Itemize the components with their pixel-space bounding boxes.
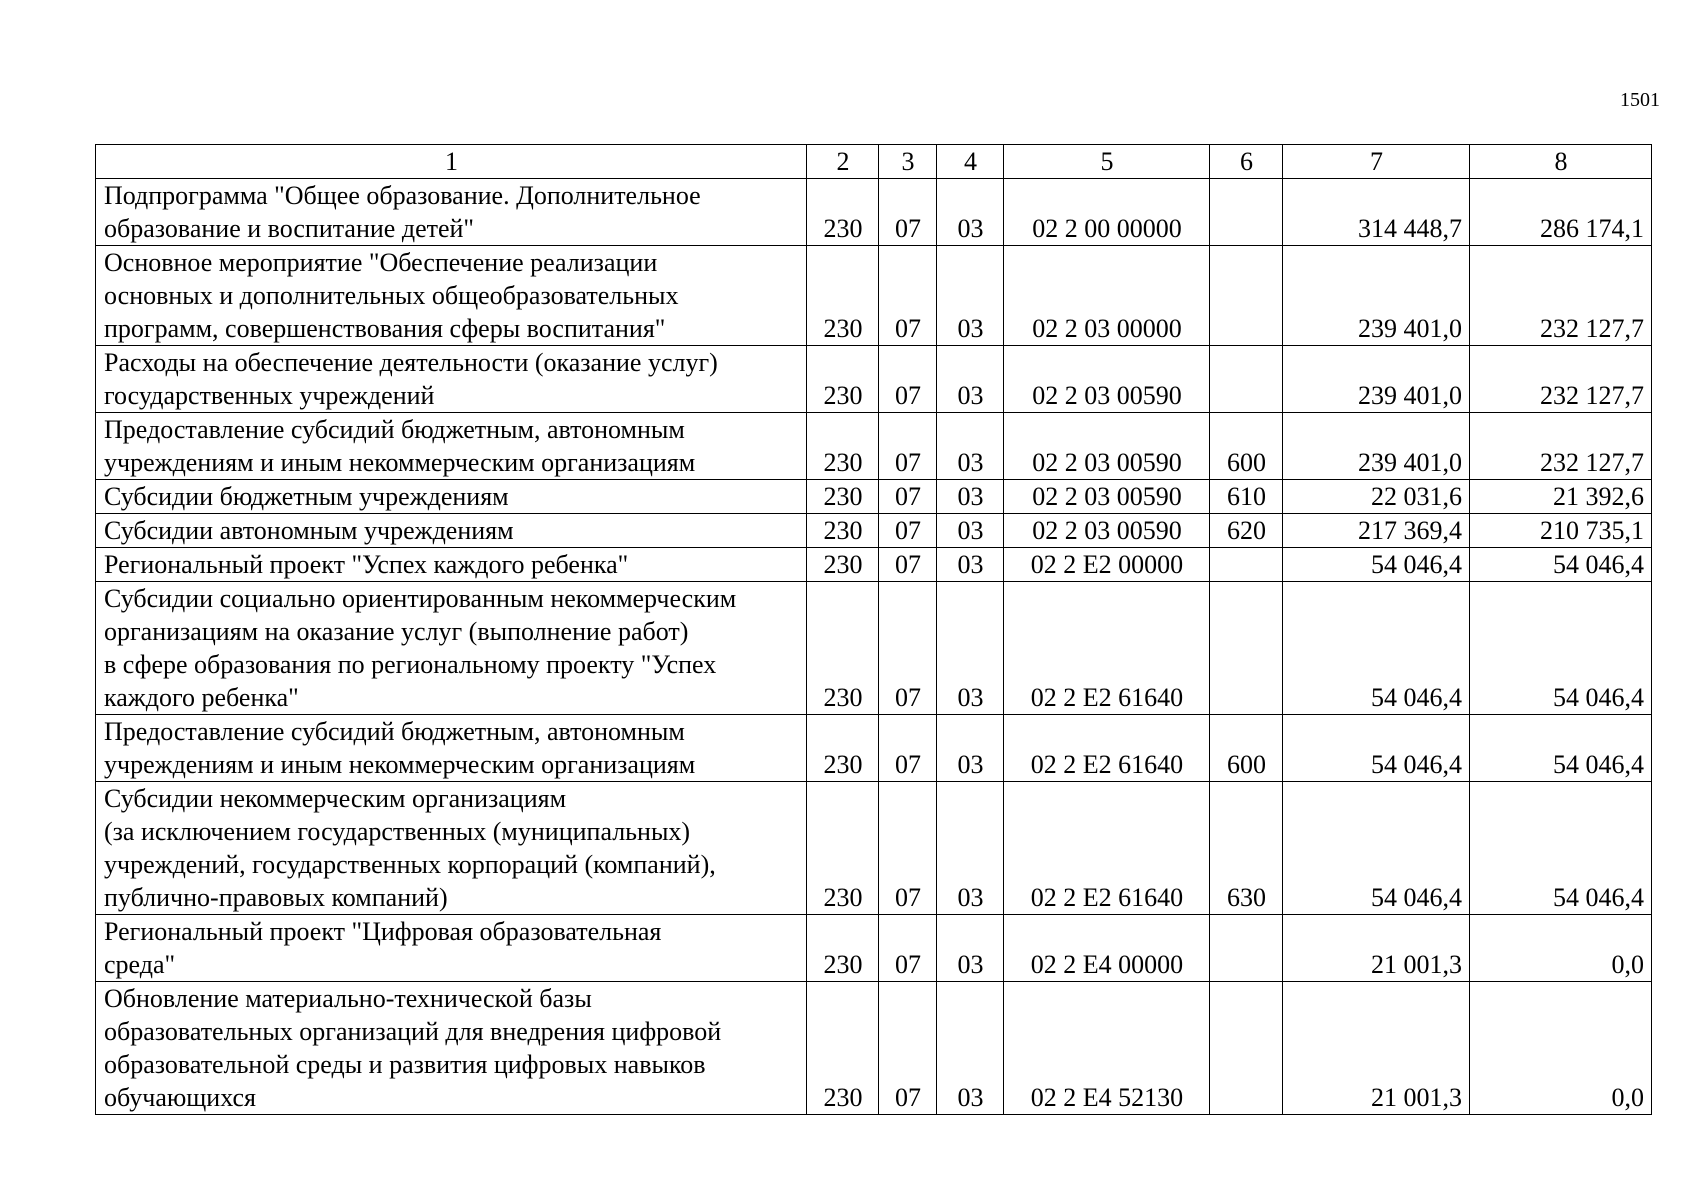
table-row bbox=[96, 413, 1652, 480]
target-article-code: 02 2 00 00000 bbox=[1004, 179, 1210, 246]
table-row bbox=[96, 548, 1652, 582]
section-code: 07 bbox=[879, 715, 937, 782]
amount-col-7: 217 369,4 bbox=[1283, 514, 1470, 548]
table-row bbox=[96, 582, 1652, 715]
section-code: 07 bbox=[879, 548, 937, 582]
amount-col-7: 54 046,4 bbox=[1283, 715, 1470, 782]
amount-col-7: 239 401,0 bbox=[1283, 346, 1470, 413]
table-row bbox=[96, 782, 1652, 915]
amount-col-8: 210 735,1 bbox=[1470, 514, 1652, 548]
subsection-code: 03 bbox=[937, 514, 1004, 548]
column-header-3: 3 bbox=[879, 145, 937, 179]
expense-type-code bbox=[1210, 915, 1283, 982]
item-name: Основное мероприятие "Обеспечение реализации основных и дополнительных общеобразовательных программ, совершенствования сферы воспитания" bbox=[96, 246, 807, 346]
target-article-code: 02 2 E2 00000 bbox=[1004, 548, 1210, 582]
ministry-code: 230 bbox=[807, 548, 879, 582]
amount-col-8: 54 046,4 bbox=[1470, 548, 1652, 582]
amount-col-7: 54 046,4 bbox=[1283, 782, 1470, 915]
ministry-code: 230 bbox=[807, 982, 879, 1115]
header-row bbox=[96, 145, 1652, 179]
section-code: 07 bbox=[879, 413, 937, 480]
table-row bbox=[96, 982, 1652, 1115]
amount-col-8: 232 127,7 bbox=[1470, 346, 1652, 413]
ministry-code: 230 bbox=[807, 582, 879, 715]
column-header-2: 2 bbox=[807, 145, 879, 179]
column-header-6: 6 bbox=[1210, 145, 1283, 179]
section-code: 07 bbox=[879, 582, 937, 715]
target-article-code: 02 2 E2 61640 bbox=[1004, 582, 1210, 715]
page-number: 1501 bbox=[1620, 89, 1660, 111]
amount-col-8: 54 046,4 bbox=[1470, 582, 1652, 715]
item-name: Предоставление субсидий бюджетным, автономным учреждениям и иным некоммерческим организациям bbox=[96, 715, 807, 782]
item-name: Субсидии бюджетным учреждениям bbox=[96, 480, 807, 514]
ministry-code: 230 bbox=[807, 915, 879, 982]
amount-col-7: 21 001,3 bbox=[1283, 915, 1470, 982]
section-code: 07 bbox=[879, 915, 937, 982]
item-name: Субсидии некоммерческим организациям (за исключением государственных (муниципальных) учреждений, государственных корпораций (компаний), публично-правовых компаний) bbox=[96, 782, 807, 915]
column-header-4: 4 bbox=[937, 145, 1004, 179]
subsection-code: 03 bbox=[937, 782, 1004, 915]
table-body bbox=[96, 179, 1652, 1115]
target-article-code: 02 2 E2 61640 bbox=[1004, 715, 1210, 782]
subsection-code: 03 bbox=[937, 915, 1004, 982]
expense-type-code: 620 bbox=[1210, 514, 1283, 548]
item-name: Расходы на обеспечение деятельности (оказание услуг) государственных учреждений bbox=[96, 346, 807, 413]
subsection-code: 03 bbox=[937, 246, 1004, 346]
expense-type-code bbox=[1210, 982, 1283, 1115]
table-row bbox=[96, 246, 1652, 346]
item-name: Региональный проект "Цифровая образовательная среда" bbox=[96, 915, 807, 982]
subsection-code: 03 bbox=[937, 413, 1004, 480]
section-code: 07 bbox=[879, 179, 937, 246]
item-name: Предоставление субсидий бюджетным, автономным учреждениям и иным некоммерческим организациям bbox=[96, 413, 807, 480]
column-header-1: 1 bbox=[96, 145, 807, 179]
section-code: 07 bbox=[879, 514, 937, 548]
amount-col-8: 0,0 bbox=[1470, 915, 1652, 982]
target-article-code: 02 2 E4 00000 bbox=[1004, 915, 1210, 982]
target-article-code: 02 2 E2 61640 bbox=[1004, 782, 1210, 915]
expense-type-code: 600 bbox=[1210, 715, 1283, 782]
budget-table bbox=[95, 144, 1652, 1115]
target-article-code: 02 2 03 00590 bbox=[1004, 346, 1210, 413]
table-row bbox=[96, 346, 1652, 413]
table-row bbox=[96, 179, 1652, 246]
ministry-code: 230 bbox=[807, 782, 879, 915]
subsection-code: 03 bbox=[937, 480, 1004, 514]
amount-col-7: 239 401,0 bbox=[1283, 413, 1470, 480]
section-code: 07 bbox=[879, 346, 937, 413]
ministry-code: 230 bbox=[807, 246, 879, 346]
target-article-code: 02 2 03 00590 bbox=[1004, 413, 1210, 480]
expense-type-code bbox=[1210, 179, 1283, 246]
ministry-code: 230 bbox=[807, 514, 879, 548]
section-code: 07 bbox=[879, 246, 937, 346]
column-header-5: 5 bbox=[1004, 145, 1210, 179]
subsection-code: 03 bbox=[937, 346, 1004, 413]
ministry-code: 230 bbox=[807, 413, 879, 480]
amount-col-7: 54 046,4 bbox=[1283, 582, 1470, 715]
expense-type-code: 600 bbox=[1210, 413, 1283, 480]
amount-col-8: 0,0 bbox=[1470, 982, 1652, 1115]
ministry-code: 230 bbox=[807, 346, 879, 413]
column-header-7: 7 bbox=[1283, 145, 1470, 179]
subsection-code: 03 bbox=[937, 548, 1004, 582]
amount-col-7: 54 046,4 bbox=[1283, 548, 1470, 582]
section-code: 07 bbox=[879, 782, 937, 915]
amount-col-7: 239 401,0 bbox=[1283, 246, 1470, 346]
amount-col-7: 22 031,6 bbox=[1283, 480, 1470, 514]
amount-col-7: 314 448,7 bbox=[1283, 179, 1470, 246]
item-name: Субсидии автономным учреждениям bbox=[96, 514, 807, 548]
section-code: 07 bbox=[879, 982, 937, 1115]
amount-col-8: 54 046,4 bbox=[1470, 782, 1652, 915]
amount-col-8: 54 046,4 bbox=[1470, 715, 1652, 782]
amount-col-8: 286 174,1 bbox=[1470, 179, 1652, 246]
target-article-code: 02 2 03 00590 bbox=[1004, 480, 1210, 514]
subsection-code: 03 bbox=[937, 982, 1004, 1115]
subsection-code: 03 bbox=[937, 179, 1004, 246]
amount-col-7: 21 001,3 bbox=[1283, 982, 1470, 1115]
amount-col-8: 232 127,7 bbox=[1470, 413, 1652, 480]
ministry-code: 230 bbox=[807, 179, 879, 246]
item-name: Подпрограмма "Общее образование. Дополнительное образование и воспитание детей" bbox=[96, 179, 807, 246]
table-row bbox=[96, 514, 1652, 548]
item-name: Обновление материально-технической базы образовательных организаций для внедрения цифровой образовательной среды и развития цифровых навыков обучающихся bbox=[96, 982, 807, 1115]
target-article-code: 02 2 03 00590 bbox=[1004, 514, 1210, 548]
expense-type-code bbox=[1210, 582, 1283, 715]
ministry-code: 230 bbox=[807, 480, 879, 514]
subsection-code: 03 bbox=[937, 582, 1004, 715]
section-code: 07 bbox=[879, 480, 937, 514]
table-row bbox=[96, 480, 1652, 514]
amount-col-8: 232 127,7 bbox=[1470, 246, 1652, 346]
target-article-code: 02 2 03 00000 bbox=[1004, 246, 1210, 346]
item-name: Региональный проект "Успех каждого ребенка" bbox=[96, 548, 807, 582]
table-row bbox=[96, 715, 1652, 782]
ministry-code: 230 bbox=[807, 715, 879, 782]
expense-type-code bbox=[1210, 548, 1283, 582]
table-row bbox=[96, 915, 1652, 982]
item-name: Субсидии социально ориентированным некоммерческим организациям на оказание услуг (выполнение работ) в сфере образования по региональному проекту "Успех каждого ребенка" bbox=[96, 582, 807, 715]
expense-type-code bbox=[1210, 346, 1283, 413]
expense-type-code: 610 bbox=[1210, 480, 1283, 514]
expense-type-code bbox=[1210, 246, 1283, 346]
column-header-8: 8 bbox=[1470, 145, 1652, 179]
subsection-code: 03 bbox=[937, 715, 1004, 782]
expense-type-code: 630 bbox=[1210, 782, 1283, 915]
amount-col-8: 21 392,6 bbox=[1470, 480, 1652, 514]
target-article-code: 02 2 E4 52130 bbox=[1004, 982, 1210, 1115]
